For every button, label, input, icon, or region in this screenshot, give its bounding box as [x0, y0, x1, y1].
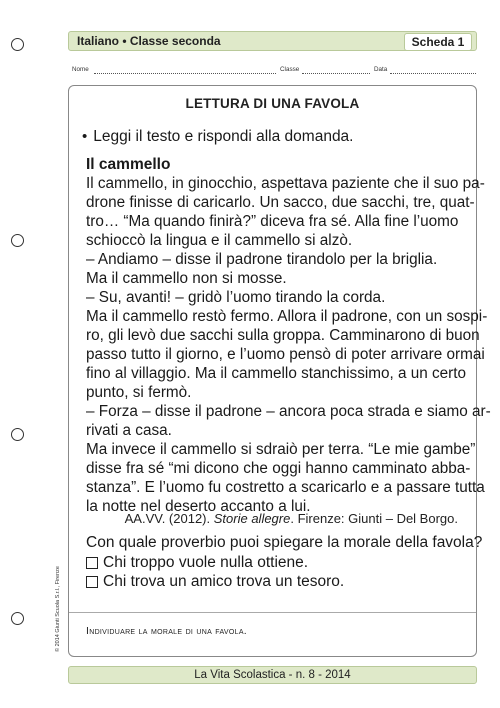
source-credit: [125, 511, 458, 526]
credit-publisher: . Firenze: Giunti – Del Borgo.: [290, 511, 458, 526]
answer-option[interactable]: [86, 573, 344, 591]
class-field[interactable]: [302, 73, 370, 74]
class-label: Classe: [280, 66, 300, 73]
name-field[interactable]: [94, 73, 276, 74]
name-label: Nome: [72, 66, 89, 73]
header-bar: [68, 31, 477, 51]
subject-title: Italiano • Classe seconda: [77, 34, 221, 48]
story-line: rivati a casa.: [86, 422, 172, 439]
copyright-notice: © 2014 Giunti Scuola S.r.l., Firenze: [55, 566, 61, 652]
story-line: Ma il cammello restò fermo. Allora il padrone, con un sospi-: [86, 308, 488, 325]
answer-option[interactable]: [86, 554, 308, 572]
story-line: stanza”. E l’uomo fu costretto a scaricarlo e a passare tutta: [86, 479, 485, 496]
story-line: Ma il cammello non si mosse.: [86, 270, 287, 287]
student-info-row: [68, 66, 477, 76]
story-line: Ma invece il cammello si sdraiò per terra. “Le mie gambe”: [86, 441, 476, 458]
story-line: schioccò la lingua e il cammello si alzò.: [86, 232, 353, 249]
story-line: passo tutto il giorno, e l’uomo pensò di poter arrivare ormai: [86, 346, 485, 363]
worksheet-frame: [68, 85, 491, 657]
bullet-icon: •: [82, 128, 88, 145]
story-line: tro… “Ma quando finirà?” diceva fra sé. Alla fine l’uomo: [86, 213, 459, 230]
story-line: disse fra sé “mi dicono che oggi hanno camminato abba-: [86, 460, 471, 477]
story-line: fino al villaggio. Ma il cammello stanchissimo, a un certo: [86, 365, 467, 382]
checkbox[interactable]: [86, 557, 98, 569]
story-line: punto, si fermò.: [86, 384, 192, 401]
date-label: Data: [374, 66, 388, 73]
story-line: la notte nel deserto accanto a lui.: [86, 498, 311, 515]
footer-bar: La Vita Scolastica - n. 8 - 2014: [68, 666, 477, 684]
binder-hole: [11, 234, 24, 247]
learning-objective: Individuare la morale di una favola.: [86, 625, 248, 637]
story-line: Il cammello, in ginocchio, aspettava paziente che il suo pa-: [86, 175, 485, 192]
story-line: – Andiamo – disse il padrone tirandolo per la briglia.: [86, 251, 438, 268]
story-line: – Su, avanti! – gridò l’uomo tirando la corda.: [86, 289, 386, 306]
story-title: Il cammello: [86, 156, 171, 173]
option-label: Chi troppo vuole nulla ottiene.: [103, 554, 309, 571]
date-field[interactable]: [390, 73, 476, 74]
story-line: ro, gli levò due sacchi sulla groppa. Camminarono di buon: [86, 327, 480, 344]
instruction-text: Leggi il testo e rispondi alla domanda.: [93, 128, 354, 145]
story-line: drone finisse di caricarlo. Un sacco, due sacchi, tre, quat-: [86, 194, 475, 211]
binder-hole: [11, 428, 24, 441]
binder-hole: [11, 38, 24, 51]
binder-hole: [11, 612, 24, 625]
question: Con quale proverbio puoi spiegare la morale della favola?: [86, 534, 483, 551]
credit-authors: AA.VV. (2012).: [124, 511, 211, 526]
divider: [69, 612, 476, 613]
instruction: [82, 128, 354, 146]
story-text: [86, 174, 491, 516]
checkbox[interactable]: [86, 576, 98, 588]
story-line: – Forza – disse il padrone – ancora poca strada e siamo ar-: [86, 403, 491, 420]
credit-book-title: Storie allegre: [213, 511, 291, 526]
option-label: Chi trova un amico trova un tesoro.: [103, 573, 345, 590]
worksheet-title: LETTURA DI UNA FAVOLA: [185, 96, 360, 111]
worksheet-number: Scheda 1: [404, 33, 472, 51]
